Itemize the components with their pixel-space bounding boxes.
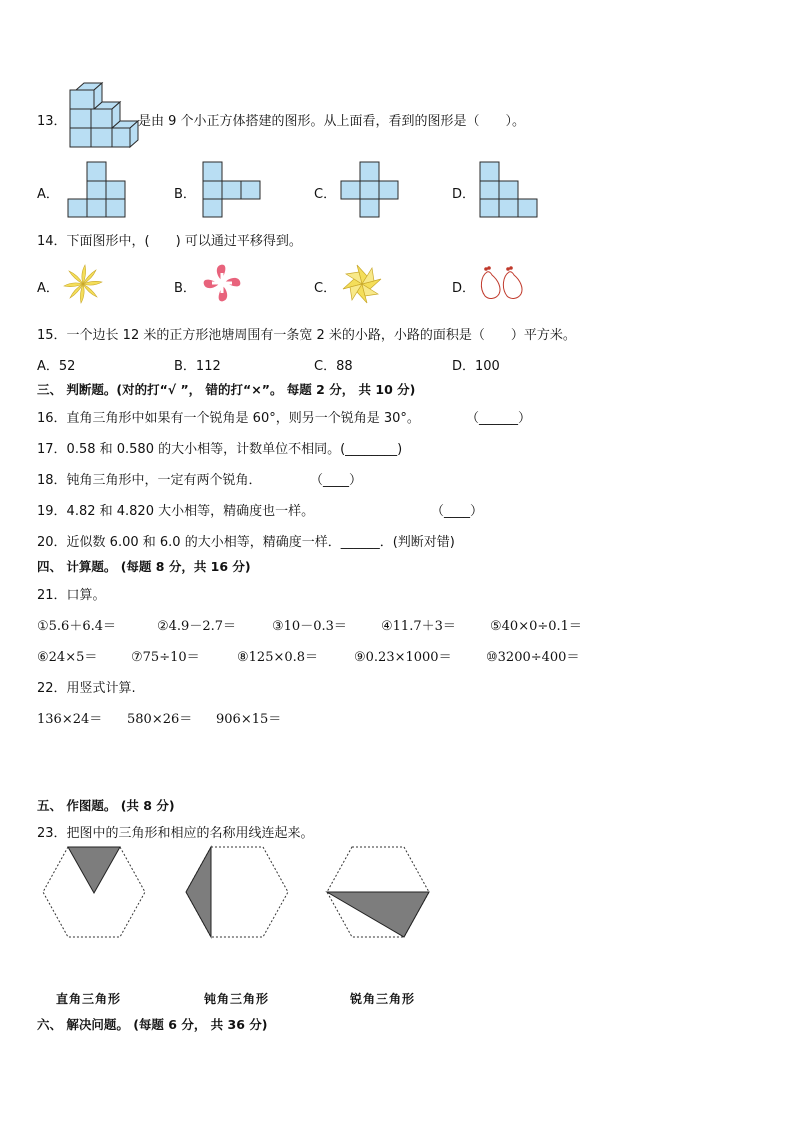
q22-item-3: 906×15＝ bbox=[216, 712, 282, 727]
label-acute-triangle: 锐角三角形 bbox=[350, 992, 416, 1006]
q21-item-8: ⑧125×0.8＝ bbox=[237, 650, 319, 665]
q13-option-c-label: C． bbox=[314, 187, 337, 202]
q19-text: 19．4.82 和 4.820 大小相等，精确度也一样。 bbox=[37, 504, 315, 519]
q15-option-c: C．88 bbox=[314, 359, 353, 374]
q21-item-6: ⑥24×5＝ bbox=[37, 650, 98, 665]
q13-option-b-label: B． bbox=[174, 187, 196, 202]
q21-item-2: ②4.9－2.7＝ bbox=[157, 619, 237, 634]
q13-text: 是由 9 个小正方体搭建的图形。从上面看，看到的图形是（ ）。 bbox=[138, 114, 526, 129]
q14-option-d-label: D． bbox=[452, 281, 476, 296]
q13-option-a-figure bbox=[67, 161, 127, 219]
q14-option-a-label: A． bbox=[37, 281, 59, 296]
pinwheel-icon bbox=[63, 264, 103, 304]
q21-title: 21．口算。 bbox=[37, 588, 106, 603]
q13-number: 13． bbox=[37, 114, 67, 129]
q13-option-b-figure bbox=[202, 161, 262, 219]
q22-title: 22．用竖式计算. bbox=[37, 681, 136, 696]
q22-item-2: 580×26＝ bbox=[127, 712, 193, 727]
q13-option-d-figure bbox=[479, 161, 539, 219]
two-chickens-icon bbox=[478, 266, 526, 302]
label-obtuse-triangle: 钝角三角形 bbox=[204, 992, 270, 1006]
q21-item-4: ④11.7＋3＝ bbox=[381, 619, 456, 634]
q15-option-b: B．112 bbox=[174, 359, 221, 374]
q13-option-d-label: D． bbox=[452, 187, 476, 202]
q16-answer-blank: （______） bbox=[466, 411, 532, 426]
q21-item-1: ①5.6＋6.4＝ bbox=[37, 619, 117, 634]
q14-text: 14．下面图形中，( ) 可以通过平移得到。 bbox=[37, 234, 302, 249]
hexagon-figure-3 bbox=[326, 846, 430, 938]
hexagon-figure-2 bbox=[185, 846, 289, 938]
heart-flower-icon bbox=[201, 262, 243, 304]
q13-cube-stack-figure bbox=[68, 82, 140, 152]
section-6-heading: 六、 解决问题。 (每题 6 分， 共 36 分) bbox=[37, 1017, 268, 1032]
label-right-triangle: 直角三角形 bbox=[56, 992, 122, 1006]
q22-item-1: 136×24＝ bbox=[37, 712, 103, 727]
section-3-heading: 三、 判断题。(对的打“√ ”， 错的打“×”。 每题 2 分， 共 10 分) bbox=[37, 382, 416, 397]
star-pinwheel-icon bbox=[341, 263, 383, 305]
q21-item-9: ⑨0.23×1000＝ bbox=[354, 650, 452, 665]
q15-option-a: A．52 bbox=[37, 359, 76, 374]
q18-answer-blank: （____） bbox=[310, 473, 363, 488]
q19-answer-blank: （____） bbox=[431, 504, 484, 519]
section-5-heading: 五、 作图题。 (共 8 分) bbox=[37, 798, 175, 813]
section-4-heading: 四、 计算题。 (每题 8 分，共 16 分) bbox=[37, 559, 251, 574]
q21-item-3: ③10－0.3＝ bbox=[272, 619, 347, 634]
q15-text: 15．一个边长 12 米的正方形池塘周围有一条宽 2 米的小路，小路的面积是（ ）平方米。 bbox=[37, 328, 576, 343]
q18-text: 18．钝角三角形中，一定有两个锐角． bbox=[37, 473, 262, 488]
q21-item-10: ⑩3200÷400＝ bbox=[486, 650, 580, 665]
q17-text: 17．0.58 和 0.580 的大小相等，计数单位不相同。(________) bbox=[37, 442, 403, 457]
q13-option-a-label: A． bbox=[37, 187, 59, 202]
q15-option-d: D．100 bbox=[452, 359, 500, 374]
q21-item-7: ⑦75÷10＝ bbox=[131, 650, 200, 665]
q14-option-b-label: B． bbox=[174, 281, 196, 296]
q13-option-c-figure bbox=[340, 161, 400, 219]
hexagon-figure-1 bbox=[42, 846, 146, 938]
q23-text: 23．把图中的三角形和相应的名称用线连起来。 bbox=[37, 826, 314, 841]
q14-option-c-label: C． bbox=[314, 281, 337, 296]
q20-text: 20．近似数 6.00 和 6.0 的大小相等，精确度一样．______．(判断对错) bbox=[37, 535, 455, 550]
q21-item-5: ⑤40×0÷0.1＝ bbox=[490, 619, 582, 634]
q16-text: 16．直角三角形中如果有一个锐角是 60°，则另一个锐角是 30°。 bbox=[37, 411, 420, 426]
